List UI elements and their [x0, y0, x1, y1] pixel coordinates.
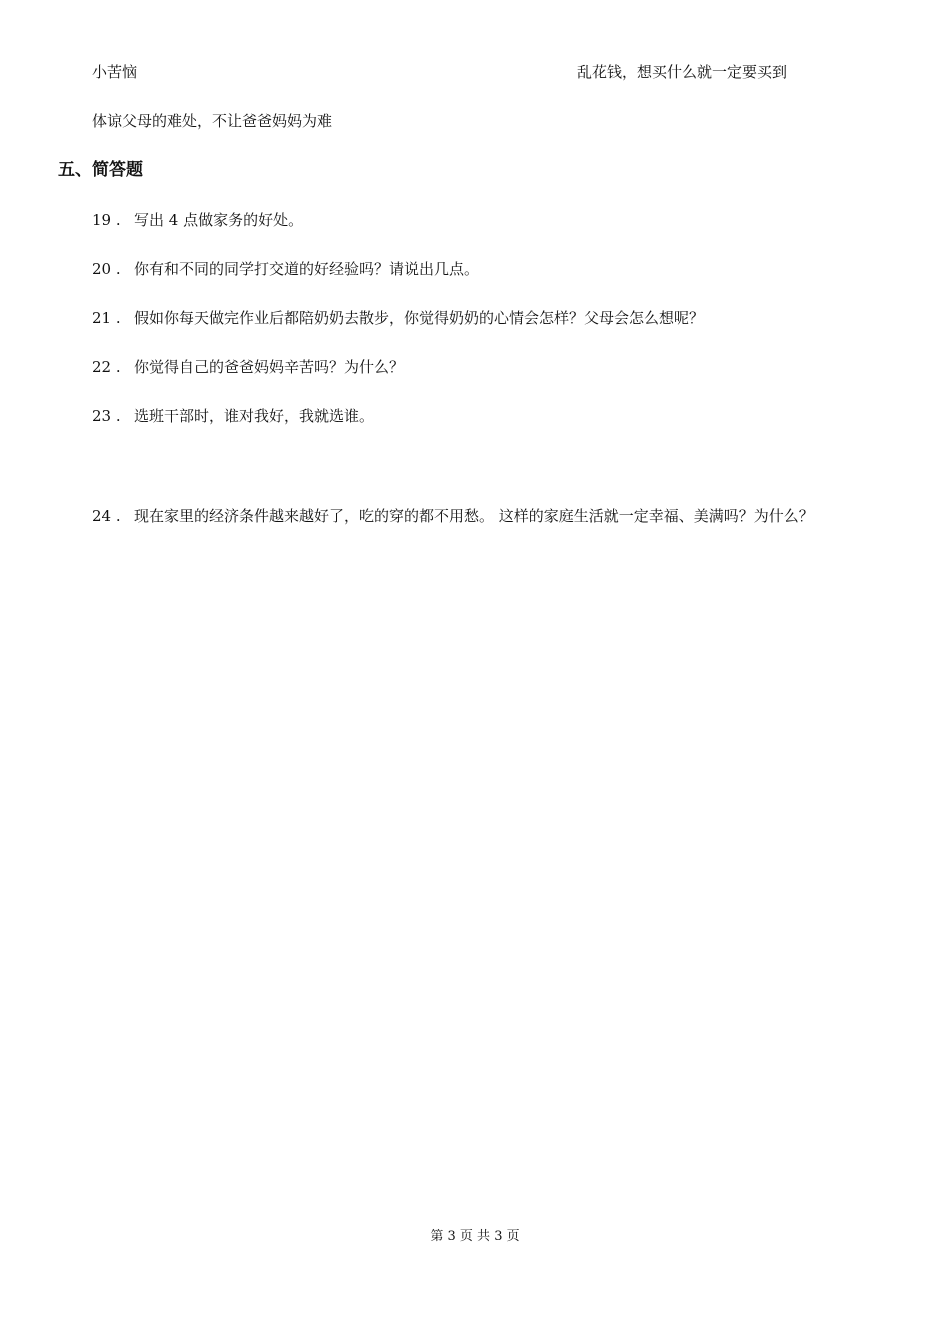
question-19: [92, 210, 303, 230]
question-text: 你有和不同的同学打交道的好经验吗？请说出几点。: [134, 260, 480, 278]
question-text: 现在家里的经济条件越来越好了，吃的穿的都不用愁。 这样的家庭生活就一定幸福、美满吗？为什么？: [134, 507, 814, 525]
question-21: [92, 308, 704, 328]
question-20: [92, 259, 479, 279]
section-title: 五、简答题: [58, 160, 143, 180]
question-number: 19 .: [92, 211, 121, 229]
question-text: 假如你每天做完作业后都陪奶奶去散步，你觉得奶奶的心情会怎样？父母会怎么想呢？: [134, 309, 705, 327]
question-text: 你觉得自己的爸爸妈妈辛苦吗？为什么？: [134, 358, 405, 376]
question-24: [92, 506, 814, 526]
question-number: 22 .: [92, 358, 121, 376]
question-number: 20 .: [92, 260, 121, 278]
match-item-left-second: 体谅父母的难处，不让爸爸妈妈为难: [92, 112, 333, 130]
question-22: [92, 357, 404, 377]
page-footer: 第 3 页 共 3 页: [430, 1229, 520, 1244]
question-number: 21 .: [92, 309, 121, 327]
question-23: [92, 406, 374, 426]
question-number: 24 .: [92, 507, 121, 525]
question-text: 写出 4 点做家务的好处。: [134, 211, 304, 229]
match-item-left-top: 小苦恼: [92, 63, 138, 81]
question-text: 选班干部时，谁对我好，我就选谁。: [134, 407, 375, 425]
question-number: 23 .: [92, 407, 121, 425]
match-item-right-top: 乱花钱，想买什么就一定要买到: [577, 63, 788, 81]
